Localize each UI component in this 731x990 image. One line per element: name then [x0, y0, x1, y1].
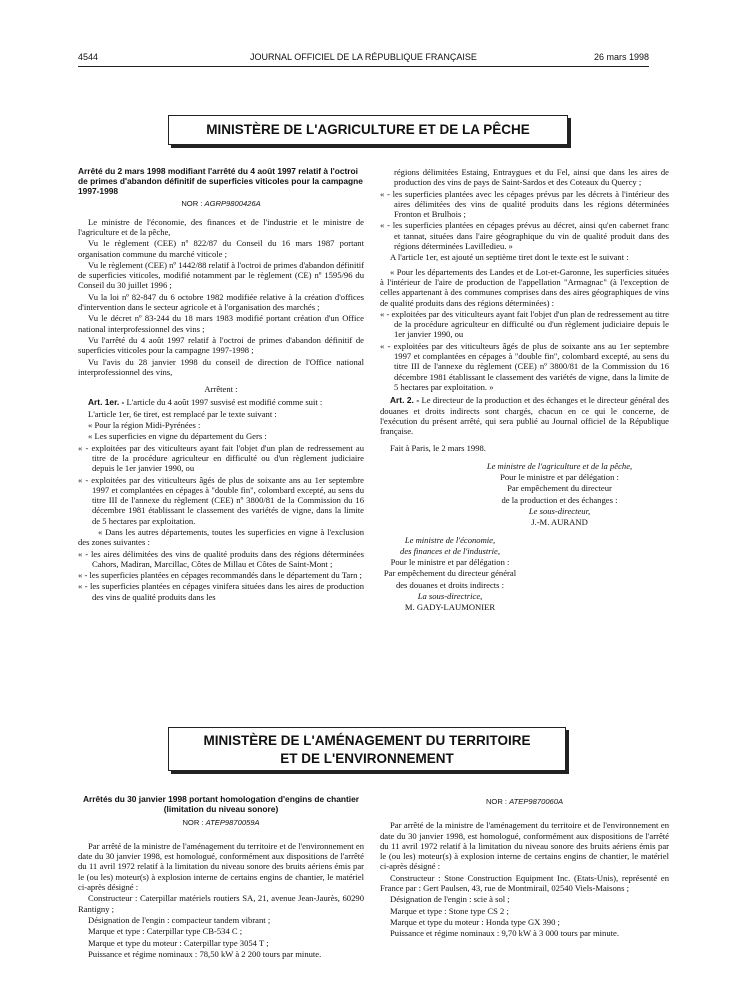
nor-reference: NOR : ATEP9870059A: [182, 817, 260, 827]
paragraph: Par arrêté de la ministre de l'aménagement du territoire et de l'environnement en date du 30 janvier 1998, est homologué, conformément aux dispositions de l'arrêté du 11 avril 1972 relatif à la limitation du niveau sonore des bruits aériens émis par le (ou les) moteur(s) à explosion interne de certains engins de chantier, le matériel ci-après désigné :: [380, 820, 669, 872]
paragraph: Vu le décret nº 83-244 du 18 mars 1983 modifié portant création d'un Office national interprofessionnel des vins ;: [78, 313, 364, 334]
ministry-title-line1: MINISTÈRE DE L'AMÉNAGEMENT DU TERRITOIRE: [203, 733, 531, 748]
arrete-title: Arrêté du 2 mars 1998 modifiant l'arrêté du 4 août 1997 relatif à l'octroi de primes d'abandon définitif de superficies viticoles pour la campagne 1997-1998: [78, 166, 363, 196]
dash-item: « - les aires délimitées des vins de qualité produits dans des régions déterminées Cahors, Madiran, Marcillac, Côtes de Millau et Côtes de Saint-Mont ;: [78, 548, 364, 569]
dash-item: « - les superficies plantées en cépages recommandés dans le département du Tarn ;: [78, 570, 362, 581]
paragraph: Vu la loi nº 82-847 du 6 octobre 1982 modifiée relative à la création d'offices d'intervention dans le secteur agricole et à l'organisation des marchés ;: [78, 291, 364, 313]
column-right-top: [380, 167, 669, 614]
paragraph: Le ministre de l'économie, des finances et de l'industrie et le ministre de l'agriculture et de la pêche,: [78, 216, 364, 237]
dash-item: « - les superficies plantées avec les cépages prévus par les décrets à l'intérieur des aires délimitées des vins de qualité produits dans les régions déterminées Fronton et Brulhois ;: [380, 188, 669, 220]
dash-item: « - exploitées par des viticulteurs âgés de plus de soixante ans au 1er septembre 1997 et complantées en cépages à "double fin", colombard excepté, au sens du titre III de l'annexe du règlement (CEE) nº 3800/81 de la Commission du 16 décembre 1981 établissant le classement des variétés de vigne, dans la limite de 5 hectares par exploitation. »: [380, 340, 669, 392]
paragraph: Marque et type du moteur : Caterpillar type 3054 T ;: [88, 937, 269, 948]
paragraph: Vu le règlement (CEE) nº 822/87 du Conseil du 16 mars 1987 portant organisation commune du marché viticole ;: [78, 238, 364, 259]
ministry-title-line2: ET DE L'ENVIRONNEMENT: [280, 751, 454, 766]
paragraph: A l'article 1er, est ajouté un septième tiret dont le texte est le suivant :: [390, 252, 629, 263]
header-rule: [78, 66, 649, 67]
signature-block-2: Le ministre de l'économie, des finances et de l'industrie, Pour le ministre et par délégation : Par empêchement du directeur général des douanes et droits indirects : La sous-directrice, M. GADY-LAUMONIER: [383, 534, 517, 613]
paragraph: Marque et type : Caterpillar type CB-534 C ;: [88, 926, 243, 937]
paragraph: Marque et type : Stone type CS 2 ;: [390, 905, 509, 916]
paragraph: « Pour les départements des Landes et de Lot-et-Garonne, les superficies situées à l'intérieur de l'aire de production de l'appellation "Armagnac" (à l'exception de celles appartenant à des communes comprises dans des aires géographiques de vins de qualité produits dans des régions déterminées) :: [380, 266, 669, 308]
dash-item: « - exploitées par des viticulteurs âgés de plus de soixante ans au 1er septembre 1997 et complantées en cépages à "double fin", colombard excepté, au sens du titre III de l'annexe du règlement (CEE) nº 3800/81 de la Commission du 16 décembre 1981 établissant le classement des variétés de vigne, dans la limite de 5 hectares par exploitation.: [78, 474, 364, 526]
paragraph: Désignation de l'engin : scie à sol ;: [390, 894, 510, 905]
paragraph: Puissance et régime nominaux : 9,70 kW à 3 000 tours par minute.: [390, 928, 619, 939]
signature-block-1: Le ministre de l'agriculture et de la pêche, Pour le ministre et par délégation : Par empêchement du directeur de la production et des échanges : Le sous-directeur, J.-M. AURAND: [486, 460, 633, 528]
arrete-title: Arrêtés du 30 janvier 1998 portant homologation d'engins de chantier (limitation du niveau sonore): [82, 794, 360, 814]
paragraph: Constructeur : Stone Construction Equipment Inc. (Etats-Unis), représenté en France par : Gert Paulsen, 43, rue de Montmirail, 02540 Viels-Maisons ;: [380, 872, 669, 894]
dash-item: « - exploitées par des viticulteurs ayant fait l'objet d'un plan de redressement au titre de la procédure agriculteur en difficulté ou d'un règlement judiciaire depuis le 1er janvier 1990, ou: [78, 442, 364, 474]
paragraph: Désignation de l'engin : compacteur tandem vibrant ;: [88, 914, 271, 925]
paragraph: Vu l'arrêté du 4 août 1997 relatif à l'octroi de primes d'abandon définitif de superficies viticoles pour la campagne 1997-1998 ;: [78, 334, 364, 356]
dash-item: « - exploitées par des viticulteurs ayant fait l'objet d'un plan de redressement au titre de la procédure agriculteur en difficulté ou d'un règlement judiciaire depuis le 1er janvier 1990, ou: [380, 308, 669, 340]
column-left-bottom: [78, 795, 364, 960]
arretent: Arrêtent :: [204, 384, 238, 395]
journal-title: JOURNAL OFFICIEL DE LA RÉPUBLIQUE FRANÇAISE: [250, 52, 477, 62]
paragraph: Constructeur : Caterpillar matériels routiers SA, 21, avenue Jean-Jaurès, 60290 Rantigny ;: [78, 893, 364, 914]
paragraph: Puissance et régime nominaux : 78,50 kW à 2 200 tours par minute.: [88, 948, 322, 959]
dash-item: « - les superficies plantées en cépages vinifera situées dans les aires de production des vins de qualité produits dans les: [78, 581, 364, 602]
paragraph: régions délimitées Estaing, Entraygues et du Fel, ainsi que dans les aires de production des vins de pays de Saint-Sardos et des Coteaux du Quercy ;: [394, 167, 669, 188]
page-header: [78, 52, 649, 66]
article-2: Art. 2. - Le directeur de la production et des échanges et le directeur général des douanes et droits indirects sont chargés, chacun en ce qui le concerne, de l'exécution du présent arrêté, qui sera publié au Journal officiel de la République française.: [380, 395, 669, 437]
paragraph: L'article 1er, 6e tiret, est remplacé par le texte suivant :: [88, 408, 277, 419]
column-left-top: [78, 167, 364, 603]
paragraph: « Les superficies en vigne du département du Gers :: [88, 431, 267, 442]
paragraph: Vu l'avis du 28 janvier 1998 du conseil de direction de l'Office national interprofessionnel des vins,: [78, 356, 364, 377]
ministry-box-environnement: [168, 727, 566, 771]
paragraph: Vu le règlement (CEE) nº 1442/88 relatif à l'octroi de primes d'abandon définitif de superficies viticoles, modifié notamment par le règlement (CE) nº 1595/96 du Conseil du 30 juillet 1996 ;: [78, 259, 364, 291]
paragraph: « Pour la région Midi-Pyrénées :: [88, 420, 201, 431]
paragraph: Par arrêté de la ministre de l'aménagement du territoire et de l'environnement en date du 30 janvier 1998, est homologué, conformément aux dispositions de l'arrêté du 11 avril 1972 relatif à la limitation du niveau sonore des bruits aériens émis par le (ou les) moteur(s) à explosion interne de certains engins de chantier, le matériel ci-après désigné :: [78, 840, 364, 893]
issue-date: 26 mars 1998: [593, 52, 649, 62]
nor-reference: NOR : AGRP9800426A: [181, 199, 261, 209]
page-number: 4544: [78, 52, 99, 62]
paragraph: « Dans les autres départements, toutes les superficies en vigne à l'exclusion des zones suivantes :: [78, 527, 364, 548]
article-1: Art. 1er. - L'article du 4 août 1997 susvisé est modifié comme suit :: [88, 397, 323, 408]
paragraph: Marque et type du moteur : Honda type GX 390 ;: [390, 916, 560, 927]
dash-item: « - les superficies plantées en cépages prévus au décret, ainsi qu'en cabernet franc et tannat, situées dans l'aire géographique du vin de qualité produit dans des régions déterminées Lavilledieu. »: [380, 220, 669, 252]
fait-a-paris: Fait à Paris, le 2 mars 1998.: [390, 443, 486, 454]
ministry-title: MINISTÈRE DE L'AGRICULTURE ET DE LA PÊCHE: [206, 122, 530, 137]
column-right-bottom: [380, 795, 669, 940]
ministry-box-agriculture: [168, 115, 568, 145]
nor-reference: NOR : ATEP9870060A: [485, 797, 564, 806]
